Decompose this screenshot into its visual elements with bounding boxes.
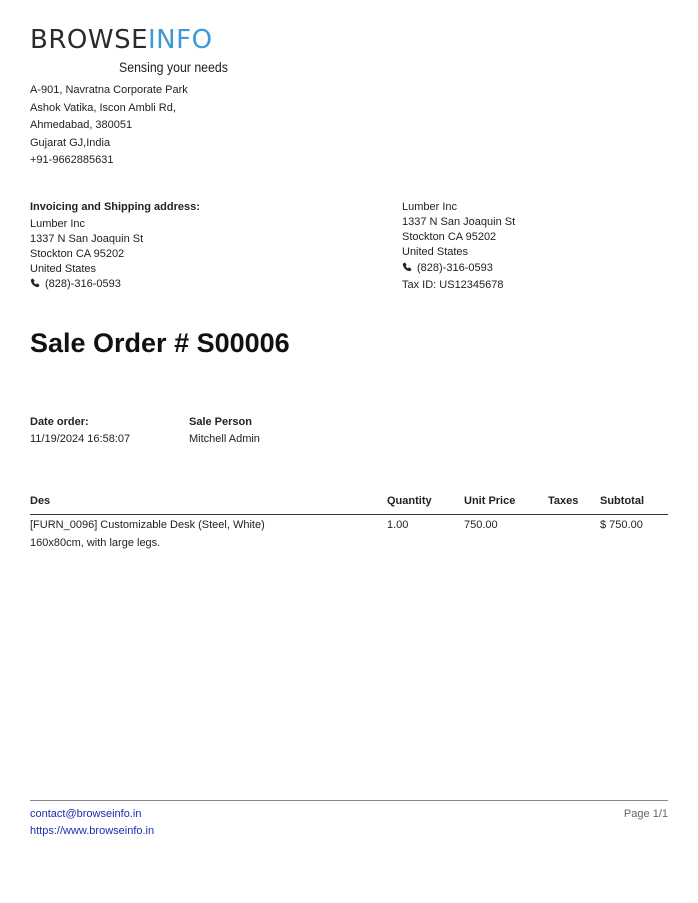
customer-address-line: Stockton CA 95202 — [402, 231, 497, 243]
company-address-line: Ashok Vatika, Iscon Ambli Rd, — [30, 101, 176, 114]
row-unit-price: 750.00 — [464, 519, 498, 531]
date-order-label: Date order: — [30, 416, 89, 428]
company-address-line: A-901, Navratna Corporate Park — [30, 84, 188, 96]
company-address — [30, 82, 188, 170]
column-header-subtotal: Subtotal — [600, 495, 644, 507]
page-title: Sale Order # S00006 — [30, 328, 290, 358]
page-number — [624, 808, 668, 820]
shipping-phone-row — [30, 277, 200, 292]
logo-part-info: INFO — [148, 25, 213, 55]
row-description-line1: [FURN_0096] Customizable Desk (Steel, White) — [30, 519, 265, 531]
company-logo — [30, 26, 230, 78]
company-address-line: Gujarat GJ,India — [30, 136, 111, 149]
customer-address-line: United States — [402, 246, 469, 258]
customer-address-block — [402, 200, 515, 293]
page-separator: / — [658, 808, 662, 820]
customer-tax-id: Tax ID: US12345678 — [402, 279, 504, 291]
column-header-taxes: Taxes — [548, 495, 579, 507]
customer-address-line: Lumber Inc — [402, 201, 458, 213]
column-header-des: Des — [30, 495, 51, 507]
logo-wordmark — [30, 26, 230, 54]
column-header-unit-price: Unit Price — [464, 495, 516, 507]
page-label: Page — [623, 808, 650, 820]
logo-tagline: Sensing your needs — [119, 59, 228, 75]
shipping-address-line: Lumber Inc — [30, 218, 86, 230]
company-address-line: Ahmedabad, 380051 — [30, 119, 133, 132]
page-current: 1 — [652, 808, 659, 820]
row-subtotal: $ 750.00 — [600, 519, 643, 531]
logo-part-browse: BROWSE — [30, 25, 149, 55]
salesperson-label: Sale Person — [189, 416, 252, 428]
company-phone: +91-9662885631 — [30, 154, 114, 167]
customer-phone: (828)-316-0593 — [417, 262, 493, 274]
shipping-address-heading: Invoicing and Shipping address: — [30, 201, 200, 213]
footer-divider — [30, 800, 668, 801]
table-header-divider — [30, 514, 668, 515]
row-description-line2: 160x80cm, with large legs. — [30, 537, 161, 549]
customer-address-line: 1337 N San Joaquin St — [402, 216, 516, 228]
salesperson-value: Mitchell Admin — [189, 433, 260, 445]
footer-website-link[interactable]: https://www.browseinfo.in — [30, 825, 155, 837]
phone-icon — [30, 278, 40, 288]
page-total: 1 — [661, 808, 668, 820]
shipping-address-line: United States — [30, 263, 97, 275]
phone-icon — [402, 262, 412, 272]
column-header-quantity: Quantity — [387, 495, 432, 507]
shipping-address-line: 1337 N San Joaquin St — [30, 233, 144, 245]
shipping-phone: (828)-316-0593 — [45, 278, 121, 290]
footer-email-link[interactable]: contact@browseinfo.in — [30, 808, 142, 820]
shipping-address-line: Stockton CA 95202 — [30, 248, 125, 260]
row-quantity: 1.00 — [387, 519, 409, 531]
customer-phone-row — [402, 261, 515, 276]
date-order-value: 11/19/2024 16:58:07 — [30, 433, 131, 445]
shipping-address-block — [30, 200, 200, 292]
